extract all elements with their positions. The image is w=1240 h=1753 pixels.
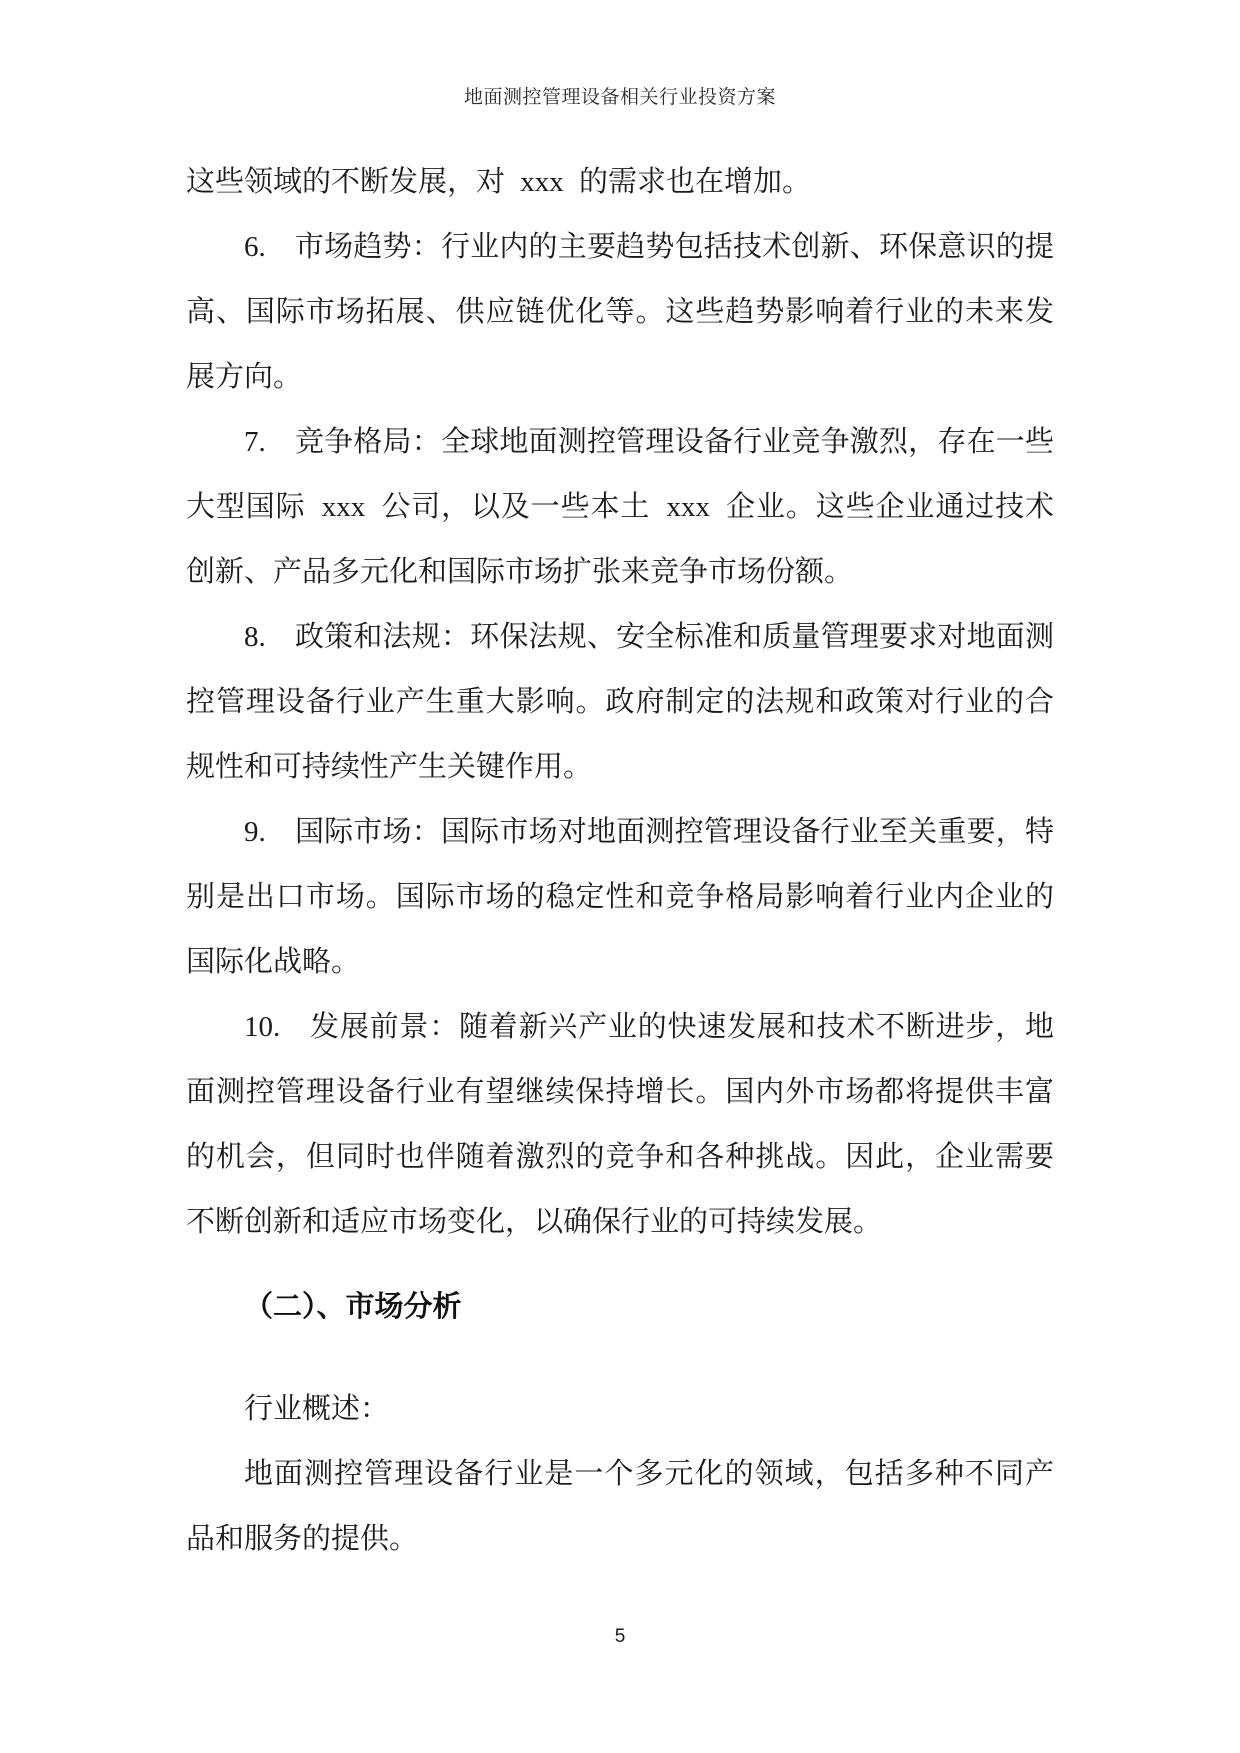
body-paragraph-item-7: 7. 竞争格局：全球地面测控管理设备行业竞争激烈，存在一些大型国际 xxx 公司，以及一些本土 xxx 企业。这些企业通过技术创新、产品多元化和国际市场扩张来竞争市场份额。 bbox=[186, 426, 1054, 588]
body-paragraph-continuation: 这些领域的不断发展，对 xxx 的需求也在增加。 bbox=[186, 166, 812, 198]
document-body bbox=[186, 150, 1054, 1572]
section-heading-market-analysis: （二）、市场分析 bbox=[244, 1291, 462, 1323]
body-paragraph-item-10: 10. 发展前景：随着新兴产业的快速发展和技术不断进步，地面测控管理设备行业有望继续保持增长。国内外市场都将提供丰富的机会，但同时也伴随着激烈的竞争和各种挑战。因此，企业需要不断创新和适应市场变化，以确保行业的可持续发展。 bbox=[186, 1011, 1054, 1238]
page-number: 5 bbox=[614, 1626, 626, 1647]
subsection-paragraph-industry-overview: 地面测控管理设备行业是一个多元化的领域，包括多种不同产品和服务的提供。 bbox=[186, 1458, 1054, 1555]
subsection-label-industry-overview: 行业概述： bbox=[244, 1393, 390, 1425]
body-paragraph-item-6: 6. 市场趋势：行业内的主要趋势包括技术创新、环保意识的提高、国际市场拓展、供应链优化等。这些趋势影响着行业的未来发展方向。 bbox=[186, 231, 1054, 393]
body-paragraph-item-9: 9. 国际市场：国际市场对地面测控管理设备行业至关重要，特别是出口市场。国际市场的稳定性和竞争格局影响着行业内企业的国际化战略。 bbox=[186, 816, 1054, 978]
page-header-title: 地面测控管理设备相关行业投资方案 bbox=[463, 87, 776, 108]
body-paragraph-item-8: 8. 政策和法规：环保法规、安全标准和质量管理要求对地面测控管理设备行业产生重大影响。政府制定的法规和政策对行业的合规性和可持续性产生关键作用。 bbox=[186, 621, 1054, 783]
